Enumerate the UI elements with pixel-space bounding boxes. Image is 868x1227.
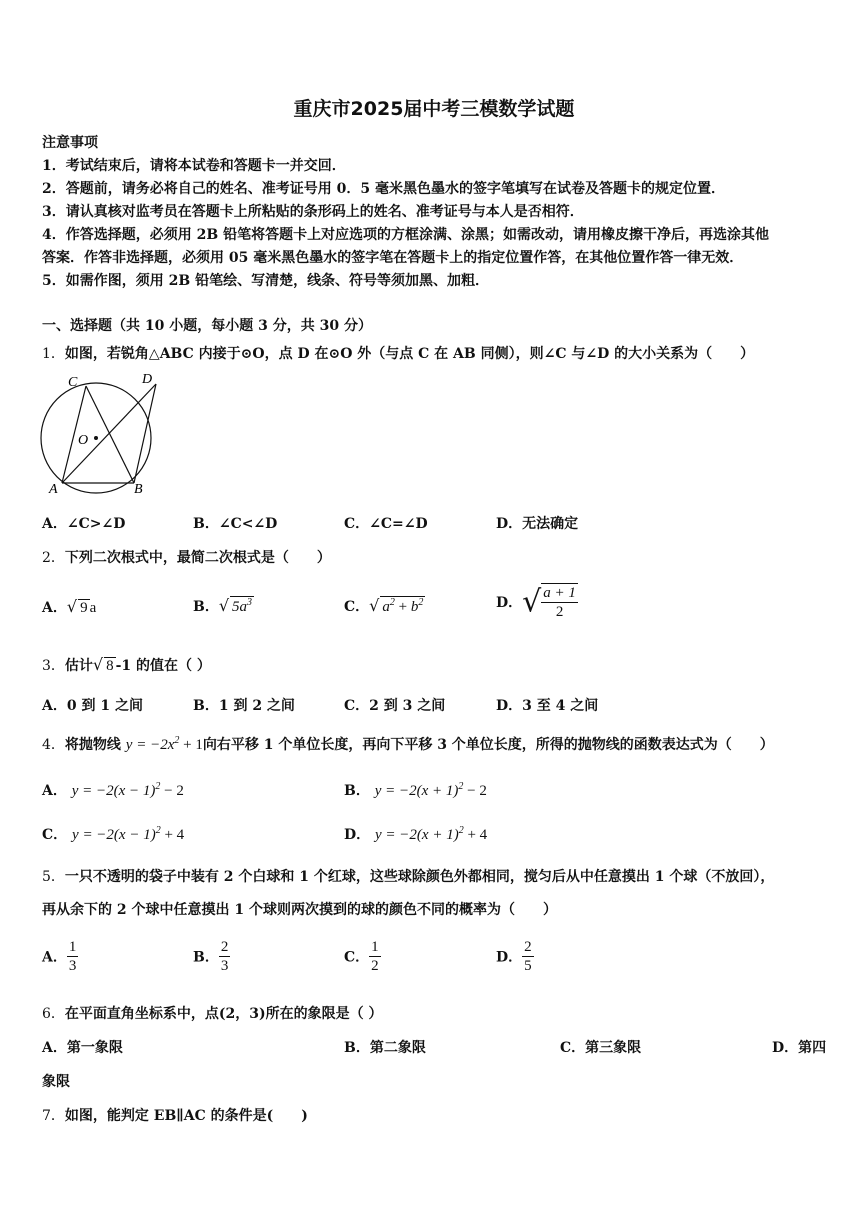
question-6: [42, 1003, 383, 1023]
option-tail: a: [89, 600, 97, 616]
option-d: [344, 824, 487, 844]
fraction: $\frac{2}{3}$: [220, 939, 229, 974]
question-number: 4．: [42, 737, 65, 753]
option-b: [193, 938, 230, 975]
option-a: A．√ 9 a: [42, 597, 97, 616]
option-label: B．: [193, 599, 219, 615]
notice-item: 答案．作答非选择题，必须用 05 毫米黑色墨水的签字笔在答题卡上的指定位置作答，在其他位置作答一律无效．: [42, 250, 744, 266]
notice-item: 4．作答选择题，必须用 2B 铅笔将答题卡上对应选项的方框涂满、涂黑；如需改动，请用橡皮擦干净后，再选涂其他: [42, 227, 770, 243]
option-label: A．: [42, 949, 67, 966]
question-number: 5．: [42, 869, 65, 885]
radicand: 9: [80, 600, 88, 616]
option-d: D．3 至 4 之间: [496, 698, 599, 714]
section-heading: 一、选择题（共 10 小题，每小题 3 分，共 30 分）: [42, 318, 372, 334]
option-label: D．: [496, 595, 523, 611]
question-text: 在平面直角坐标系中，点(2，3)所在的象限是（ ）: [64, 1006, 383, 1022]
option-d: D．无法确定: [496, 516, 579, 532]
option-b: B．√ $5a^3$: [193, 596, 253, 615]
notice-item: 1．考试结束后，请将本试卷和答题卡一并交回．: [42, 158, 346, 174]
fraction: $\frac{1}{2}$: [371, 939, 379, 974]
option-c: [42, 824, 184, 844]
option-a: A．第一象限: [42, 1040, 123, 1056]
question-5: [42, 866, 774, 886]
page-title: 重庆市2025届中考三模数学试题: [293, 98, 575, 120]
question-text-pre: 将抛物线: [64, 737, 126, 753]
question-text-pre: 估计: [64, 658, 93, 674]
question-text: 如图，能判定 EB∥AC 的条件是( ): [64, 1108, 308, 1124]
option-c: C．∠C=∠D: [344, 516, 428, 532]
question-2: [42, 547, 331, 567]
label-b: B: [134, 482, 143, 497]
notice-heading: 注意事项: [42, 135, 98, 151]
option-c: [344, 938, 381, 975]
option-c: C．2 到 3 之间: [344, 698, 446, 714]
option-b: B．第二象限: [344, 1040, 426, 1056]
segment-bd: [134, 384, 156, 483]
option-d: [496, 938, 534, 975]
option-a: A．0 到 1 之间: [42, 698, 143, 714]
question-number: 2．: [42, 550, 65, 566]
question-number: 7．: [42, 1108, 65, 1124]
fraction: $\frac{1}{3}$: [68, 939, 77, 974]
equation: $y = -2(x - 1)^2 + 4$: [72, 825, 185, 843]
equation: $y = -2(x + 1)^2 + 4$: [375, 825, 488, 843]
option-label: B．: [193, 949, 219, 966]
option-a: A．∠C>∠D: [42, 516, 126, 532]
option-b: [344, 780, 487, 800]
option-d: D．第四: [772, 1040, 827, 1056]
equation: $y = -2(x - 1)^2 - 2$: [71, 781, 184, 799]
option-label: B．: [344, 783, 370, 799]
center-point: [94, 436, 98, 440]
option-a: [42, 780, 184, 800]
radicand: $a^2 + b^2$: [382, 597, 424, 615]
fraction: $\frac{a + 1}{2}$: [543, 585, 576, 620]
circle-figure: [38, 366, 168, 498]
question-text-post: -1 的值在（ ）: [115, 658, 211, 674]
option-label: D．: [496, 949, 523, 966]
question-text: 如图，若锐角△ABC 内接于⊙O，点 D 在⊙O 外（与点 C 在 AB 同侧），则∠C 与∠D 的大小关系为（ ）: [64, 346, 755, 362]
option-label: C．: [344, 599, 370, 615]
notice-item: 2．答题前，请务必将自己的姓名、准考证号用 0．5 毫米黑色墨水的签字笔填写在试卷及答题卡的规定位置．: [42, 181, 725, 197]
option-d: D．√ $\frac{a + 1}{2}$: [496, 584, 576, 620]
question-number: 3．: [42, 658, 65, 674]
label-a: A: [49, 482, 58, 497]
option-c: C．√ $a^2 + b^2$: [344, 596, 424, 615]
question-number: 1．: [42, 346, 65, 362]
question-5-continued: 再从余下的 2 个球中任意摸出 1 个球则两次摸到的球的颜色不同的概率为（ ）: [42, 902, 557, 918]
radicand: $5a^3$: [232, 597, 253, 615]
question-7: [42, 1105, 308, 1125]
option-label: A．: [42, 783, 67, 799]
question-number: 6．: [42, 1006, 65, 1022]
radicand: 8: [106, 658, 114, 674]
question-text: 一只不透明的袋子中装有 2 个白球和 1 个红球，这些球除颜色外都相同，搅匀后从中任意摸出 1 个球（不放回），: [64, 869, 775, 885]
fraction: $\frac{2}{5}$: [524, 939, 532, 974]
notice-item: 3．请认真核对监考员在答题卡上所粘贴的条形码上的姓名、准考证号与本人是否相符．: [42, 204, 584, 220]
option-a: [42, 938, 78, 975]
label-d: D: [142, 372, 153, 387]
question-text: 下列二次根式中，最简二次根式是（ ）: [64, 550, 331, 566]
question-text-post: 向右平移 1 个单位长度，再向下平移 3 个单位长度，所得的抛物线的函数表达式为（ ）: [202, 737, 774, 753]
segment-cb: [86, 386, 134, 483]
equation: $y = -2(x + 1)^2 - 2$: [374, 781, 487, 799]
option-b: B．∠C<∠D: [193, 516, 278, 532]
option-label: C．: [42, 827, 68, 843]
equation: $y = -2x^2 + 1$: [125, 735, 203, 753]
option-d-continued: 象限: [42, 1074, 70, 1090]
question-1: [42, 343, 754, 363]
question-4: [42, 734, 774, 754]
option-label: C．: [344, 949, 370, 966]
question-3: 3．估计√ 8 -1 的值在（ ）: [42, 655, 211, 674]
option-label: A．: [42, 600, 67, 616]
notice-item: 5．如需作图，须用 2B 铅笔绘、写清楚，线条、符号等须加黑、加粗．: [42, 273, 490, 289]
label-o: O: [78, 433, 89, 448]
option-b: B．1 到 2 之间: [193, 698, 295, 714]
label-c: C: [68, 375, 78, 390]
option-label: D．: [344, 827, 371, 843]
option-c: C．第三象限: [560, 1040, 642, 1056]
